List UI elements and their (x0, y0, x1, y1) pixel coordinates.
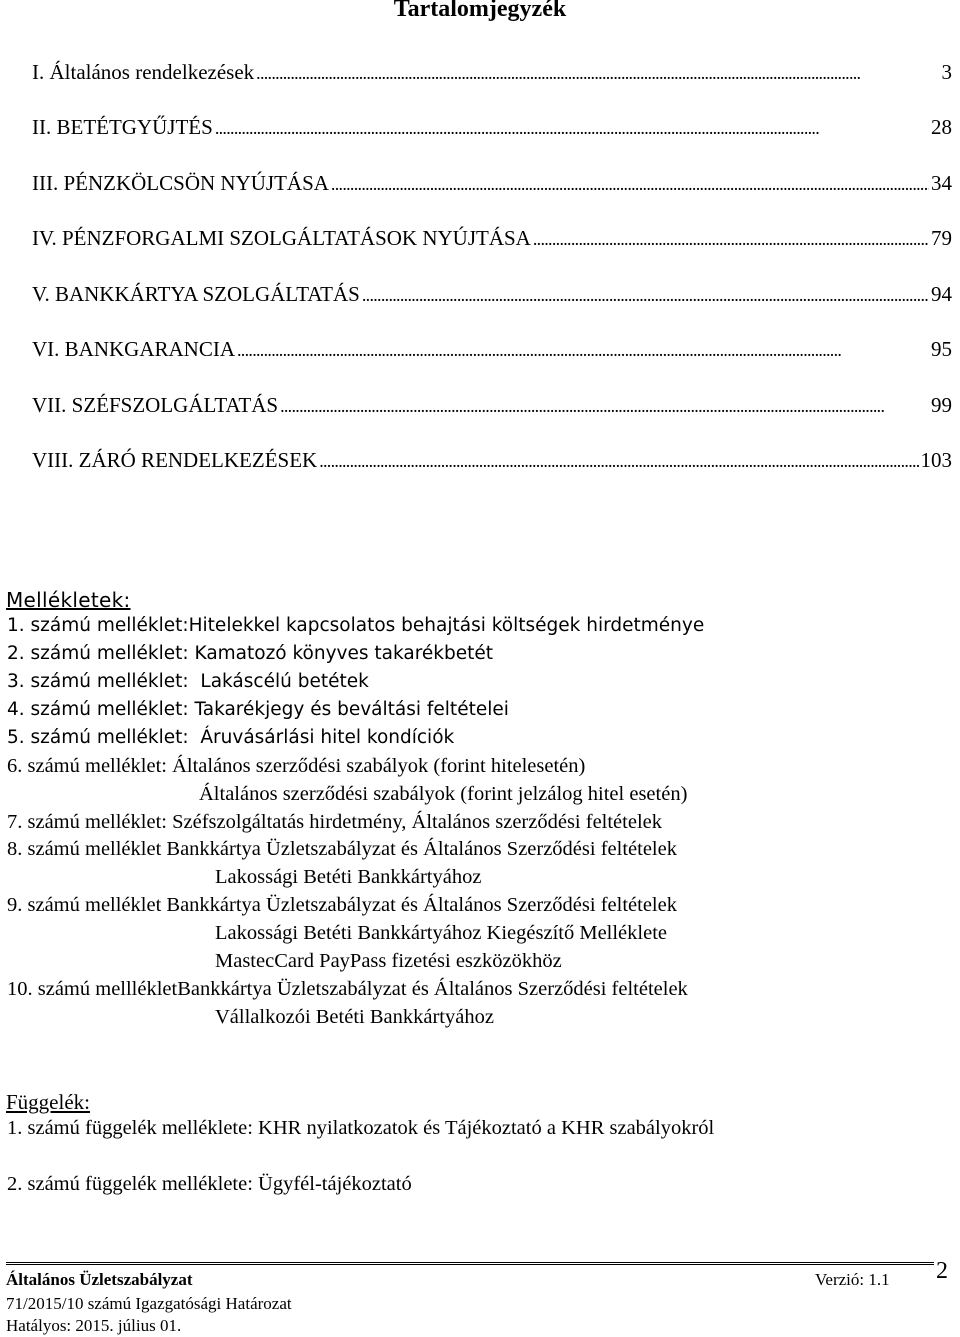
annex-line: 7. számú melléklet: Széfszolgáltatás hirdetmény, Általános szerződési feltételek (7, 811, 662, 833)
footer-doc-title: Általános Üzletszabályzat (6, 1270, 193, 1289)
appendix-line: 1. számú függelék melléklete: KHR nyilatkozatok és Tájékoztató a KHR szabályokról (7, 1117, 715, 1139)
toc-entry[interactable] (32, 448, 952, 474)
toc-label: VII. SZÉFSZOLGÁLTATÁS (32, 393, 279, 417)
toc-leader (237, 337, 929, 362)
annex-line: 2. számú melléklet: Kamatozó könyves takarékbetét (7, 643, 494, 664)
toc-page: 34 (931, 171, 952, 195)
toc-page: 28 (931, 115, 952, 139)
toc-page: 99 (931, 393, 952, 417)
annex-line: MastecCard PayPass fizetési eszközökhöz (215, 950, 562, 972)
toc-entry[interactable] (32, 60, 952, 86)
toc-label: VIII. ZÁRÓ RENDELKEZÉSEK (32, 448, 318, 472)
toc-entry[interactable] (32, 226, 952, 252)
annex-line: Általános szerződési szabályok (forint jelzálog hitel esetén) (199, 783, 688, 805)
footer-resolution: 71/2015/10 számú Igazgatósági Határozat (6, 1294, 292, 1313)
toc-page: 95 (931, 337, 952, 361)
annex-line: Vállalkozói Betéti Bankkártyához (215, 1006, 494, 1028)
toc-label: VI. BANKGARANCIA (32, 337, 235, 361)
annex-line: 1. számú melléklet:Hitelekkel kapcsolatos behajtási költségek hirdetménye (7, 615, 705, 636)
footer-effective-date: Hatályos: 2015. július 01. (6, 1316, 182, 1335)
toc-leader (215, 115, 929, 140)
appendix-heading: Függelék: (6, 1090, 90, 1114)
toc-leader (331, 171, 929, 196)
annex-line: 4. számú melléklet: Takarékjegy és beváltási feltételei (7, 699, 509, 720)
annex-line: 6. számú melléklet: Általános szerződési szabályok (forint hitelesetén) (7, 755, 586, 777)
toc-label: III. PÉNZKÖLCSÖN NYÚJTÁSA (32, 171, 329, 195)
annex-line: 8. számú melléklet Bankkártya Üzletszabályzat és Általános Szerződési feltételek (7, 838, 677, 860)
toc-entry[interactable] (32, 337, 952, 363)
annex-line: 9. számú melléklet Bankkártya Üzletszabályzat és Általános Szerződési feltételek (7, 894, 677, 916)
toc-leader (362, 282, 929, 307)
toc-entry[interactable] (32, 393, 952, 419)
page-number: 2 (936, 1258, 948, 1284)
footer-version: Verzió: 1.1 (815, 1270, 890, 1289)
toc-page: 103 (920, 448, 952, 472)
footer-rule (6, 1262, 934, 1265)
toc-label: IV. PÉNZFORGALMI SZOLGÁLTATÁSOK NYÚJTÁSA (32, 226, 531, 250)
toc-label: I. Általános rendelkezések (32, 60, 255, 84)
toc-label: II. BETÉTGYŰJTÉS (32, 115, 213, 139)
toc-page: 94 (931, 282, 952, 306)
annex-line: 10. számú melllékletBankkártya Üzletszabályzat és Általános Szerződési feltételek (7, 978, 688, 1000)
annex-line: Lakossági Betéti Bankkártyához Kiegészítő Melléklete (215, 922, 667, 944)
annex-line: Lakossági Betéti Bankkártyához (215, 866, 482, 888)
appendix-line: 2. számú függelék melléklete: Ügyfél-tájékoztató (7, 1173, 412, 1195)
toc-label: V. BANKKÁRTYA SZOLGÁLTATÁS (32, 282, 360, 306)
annex-line: 3. számú melléklet: Lakáscélú betétek (7, 671, 369, 692)
toc-entry[interactable] (32, 171, 952, 197)
toc-page: 79 (931, 226, 952, 250)
toc-entry[interactable] (32, 282, 952, 308)
annex-line: 5. számú melléklet: Áruvásárlási hitel kondíciók (7, 727, 455, 748)
toc-leader (256, 60, 939, 85)
toc-leader (533, 226, 929, 251)
toc-page: 3 (941, 60, 952, 84)
toc-leader (319, 448, 918, 473)
toc-entry[interactable] (32, 115, 952, 141)
toc-leader (280, 393, 929, 418)
page-title: Tartalomjegyzék (393, 0, 567, 22)
annexes-heading: Mellékletek: (6, 588, 131, 612)
